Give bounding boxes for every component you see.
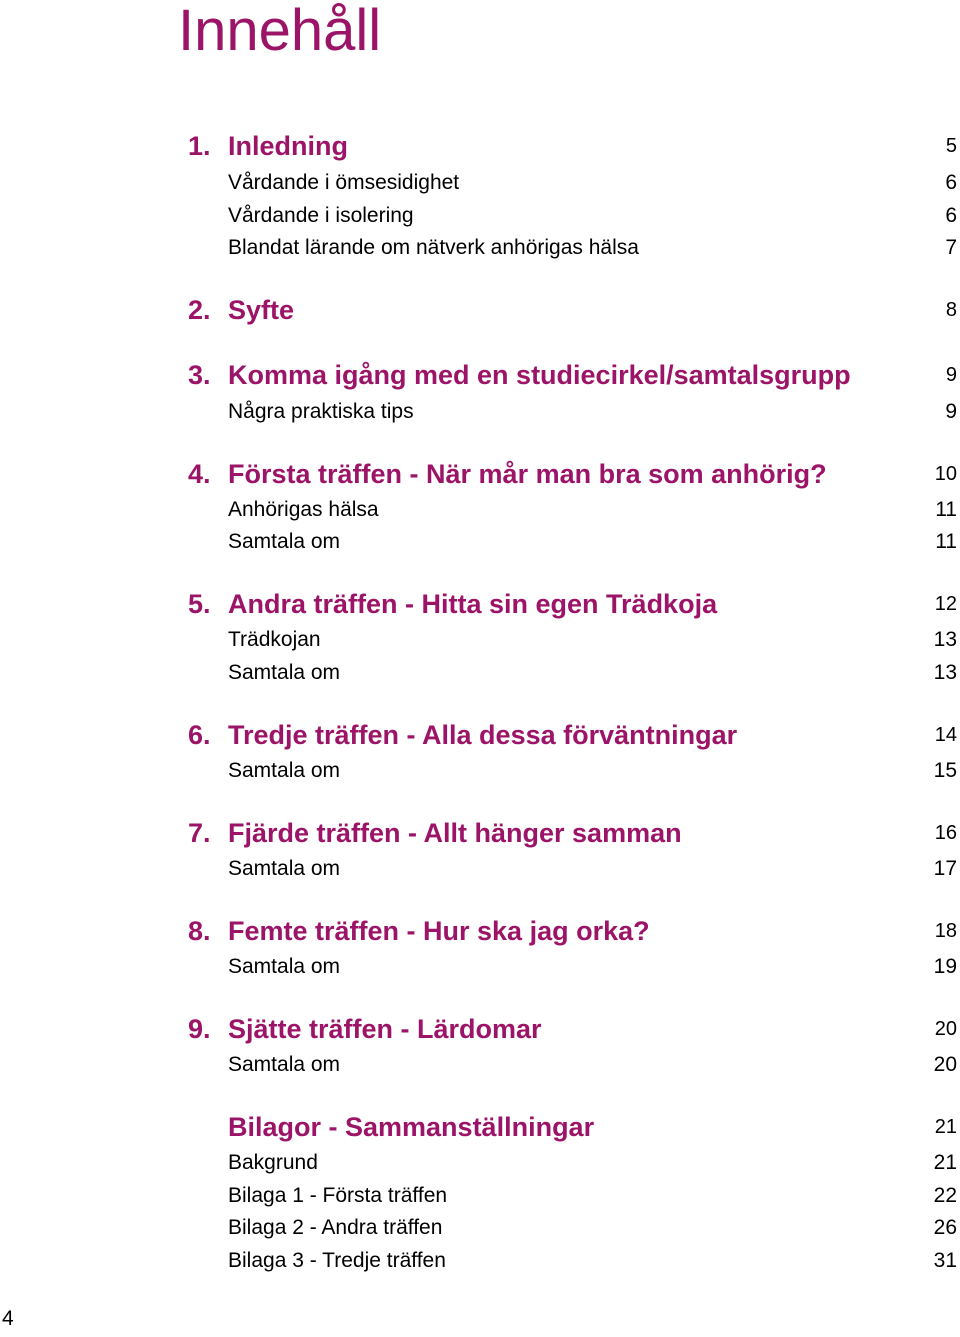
chapter-number: 7. [188,818,211,848]
page-ref: 6 [945,171,957,194]
chapter-number: 5. [188,589,211,619]
entry-title: Samtala om [228,955,341,978]
page-ref: 11 [935,530,957,553]
toc-chapter-syfte[interactable] [0,293,960,327]
page-ref: 21 [934,1116,957,1138]
entry-title: Trädkojan [228,628,321,651]
chapter-title: Första träffen - När mår man bra som anhörig? [228,459,827,489]
entry-title: Bilaga 3 - Tredje träffen [228,1249,446,1272]
chapter-title: Andra träffen - Hitta sin egen Trädkoja [228,589,718,619]
chapter-number: 9. [188,1014,211,1044]
toc-chapter-bilagor[interactable] [0,1110,960,1144]
toc-chapter-andra-traffen[interactable] [0,587,960,621]
toc-entry[interactable] [0,229,960,263]
entry-title: Bilaga 2 - Andra träffen [228,1216,443,1239]
page-ref: 11 [935,498,957,521]
entry-title: Några praktiska tips [228,400,414,423]
toc-entry[interactable] [0,654,960,688]
page-ref: 9 [945,400,957,423]
entry-title: Vårdande i isolering [228,204,414,227]
page-ref: 14 [934,724,957,746]
page-ref: 21 [933,1151,957,1174]
toc-entry[interactable] [0,164,960,198]
page-ref: 17 [933,857,957,880]
toc-entry[interactable] [0,948,960,982]
entry-title: Bilaga 1 - Första träffen [228,1184,448,1207]
entry-title: Samtala om [228,1053,341,1076]
page-ref: 6 [945,204,957,227]
chapter-title: Bilagor - Sammanställningar [228,1112,595,1142]
page-ref: 12 [934,593,957,615]
page-ref: 31 [933,1249,957,1272]
toc-entry[interactable] [0,1242,960,1276]
page-ref: 13 [933,661,957,684]
chapter-title: Inledning [228,131,348,161]
toc-entry[interactable] [0,523,960,557]
toc-entry[interactable] [0,1046,960,1080]
entry-title: Anhörigas hälsa [228,498,379,521]
page-ref: 5 [945,135,957,157]
chapter-title: Femte träffen - Hur ska jag orka? [228,916,650,946]
toc-entry[interactable] [0,1209,960,1243]
toc-entry[interactable] [0,621,960,655]
toc-entry[interactable] [0,850,960,884]
toc-chapter-forsta-traffen[interactable] [0,457,960,491]
toc-entry[interactable] [0,752,960,786]
toc-entry[interactable] [0,491,960,525]
entry-title: Blandat lärande om nätverk anhörigas hälsa [228,236,639,259]
toc-chapter-femte-traffen[interactable] [0,914,960,948]
entry-title: Samtala om [228,857,341,880]
toc-entry[interactable] [0,197,960,231]
chapter-number: 6. [188,720,211,750]
page-title: Innehåll [178,0,382,63]
page-ref: 26 [933,1216,957,1239]
entry-title: Samtala om [228,661,341,684]
toc-entry[interactable] [0,1177,960,1211]
chapter-title: Syfte [228,295,295,325]
chapter-number: 1. [188,131,211,161]
page-ref: 10 [934,463,957,485]
page-ref: 20 [934,1018,957,1040]
toc-entry[interactable] [0,1144,960,1178]
toc-chapter-komma-igang[interactable] [0,358,960,392]
chapter-number: 2. [188,295,211,325]
chapter-title: Sjätte träffen - Lärdomar [228,1014,542,1044]
entry-title: Samtala om [228,759,341,782]
chapter-title: Komma igång med en studiecirkel/samtalsgrupp [228,360,851,390]
page-ref: 20 [933,1053,957,1076]
page-ref: 7 [945,236,957,259]
toc-chapter-tredje-traffen[interactable] [0,718,960,752]
chapter-number: 4. [188,459,211,489]
chapter-title: Tredje träffen - Alla dessa förväntningar [228,720,738,750]
page-ref: 13 [933,628,957,651]
toc-chapter-inledning[interactable] [0,129,960,163]
toc-chapter-sjatte-traffen[interactable] [0,1012,960,1046]
page-ref: 16 [934,822,957,844]
page-ref: 22 [933,1184,957,1207]
page-ref: 8 [945,299,957,321]
page-ref: 15 [933,759,957,782]
page-ref: 18 [934,920,957,942]
toc-entry[interactable] [0,393,960,427]
toc-chapter-fjarde-traffen[interactable] [0,816,960,850]
page-ref: 9 [945,364,957,386]
chapter-title: Fjärde träffen - Allt hänger samman [228,818,682,848]
entry-title: Vårdande i ömsesidighet [228,171,460,194]
entry-title: Bakgrund [228,1151,318,1174]
page-number: 4 [2,1307,14,1330]
chapter-number: 8. [188,916,211,946]
entry-title: Samtala om [228,530,341,553]
page-ref: 19 [933,955,957,978]
chapter-number: 3. [188,360,211,390]
